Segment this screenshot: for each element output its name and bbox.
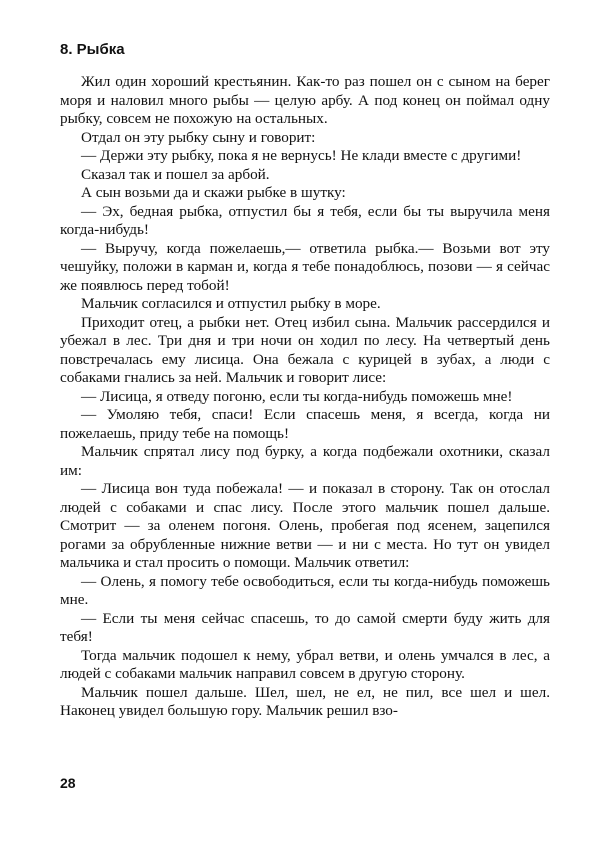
paragraph: Мальчик пошел дальше. Шел, шел, не ел, не пил, все шел и шел. Наконец увидел большую гору. Мальчик решил взо- [60, 683, 550, 719]
paragraph: Мальчик спрятал лису под бурку, а когда подбежали охотники, сказал им: [60, 443, 550, 479]
paragraph: Отдал он эту рыбку сыну и говорит: [81, 128, 316, 146]
story-text [60, 73, 550, 721]
paragraph: — Лисица вон туда побежала! — и показал в сторону. Так он отослал людей с собаками и спас лису. После этого мальчик пошел дальше. Смотрит — за оленем погоня. Олень, пробегая под ясенем, зацепился рогами за обрубленные нижние ветви — и ни с места. Но тут он увидел мальчика и стал просить о помощи. Мальчик ответил: [60, 480, 550, 571]
paragraph: Сказал так и пошел за арбой. [81, 165, 270, 183]
paragraph: — Умоляю тебя, спаси! Если спасешь меня, я всегда, когда ни пожелаешь, приду тебе на помощь! [60, 406, 550, 442]
paragraph: Жил один хороший крестьянин. Как-то раз пошел он с сыном на берег моря и наловил много рыбы — целую арбу. А под конец он поймал одну рыбку, совсем не похожую на остальных. [60, 73, 550, 127]
paragraph: Мальчик согласился и отпустил рыбку в море. [81, 295, 381, 312]
paragraph: — Лисица, я отведу погоню, если ты когда-нибудь поможешь мне! [81, 387, 513, 405]
paragraph: — Олень, я помогу тебе освободиться, если ты когда-нибудь поможешь мне. [60, 572, 550, 608]
paragraph: А сын возьми да и скажи рыбке в шутку: [81, 184, 346, 201]
paragraph: Приходит отец, а рыбки нет. Отец избил сына. Мальчик рассердился и убежал в лес. Три дня и три ночи он ходил по лесу. На четвертый день повстречалась ему лисица. Она бежала с курицей в зубах, а люди с собаками гнались за ней. Мальчик и говорит лисе: [60, 313, 550, 386]
paragraph: — Если ты меня сейчас спасешь, то до самой смерти буду жить для тебя! [60, 609, 550, 645]
paragraph: — Эх, бедная рыбка, отпустил бы я тебя, если бы ты выручила меня когда-нибудь! [60, 202, 550, 238]
paragraph: Тогда мальчик подошел к нему, убрал ветви, и олень умчался в лес, а людей с собаками мальчик направил совсем в другую сторону. [60, 646, 550, 682]
page-number: 28 [60, 775, 76, 791]
paragraph: — Держи эту рыбку, пока я не вернусь! Не клади вместе с другими! [81, 147, 522, 164]
paragraph: — Выручу, когда пожелаешь,— ответила рыбка.— Возьми вот эту чешуйку, положи в карман и, когда я тебе понадоблюсь, позови — я сейчас же появлюсь перед тобой! [60, 239, 550, 294]
story-title: 8. Рыбка [60, 41, 125, 58]
